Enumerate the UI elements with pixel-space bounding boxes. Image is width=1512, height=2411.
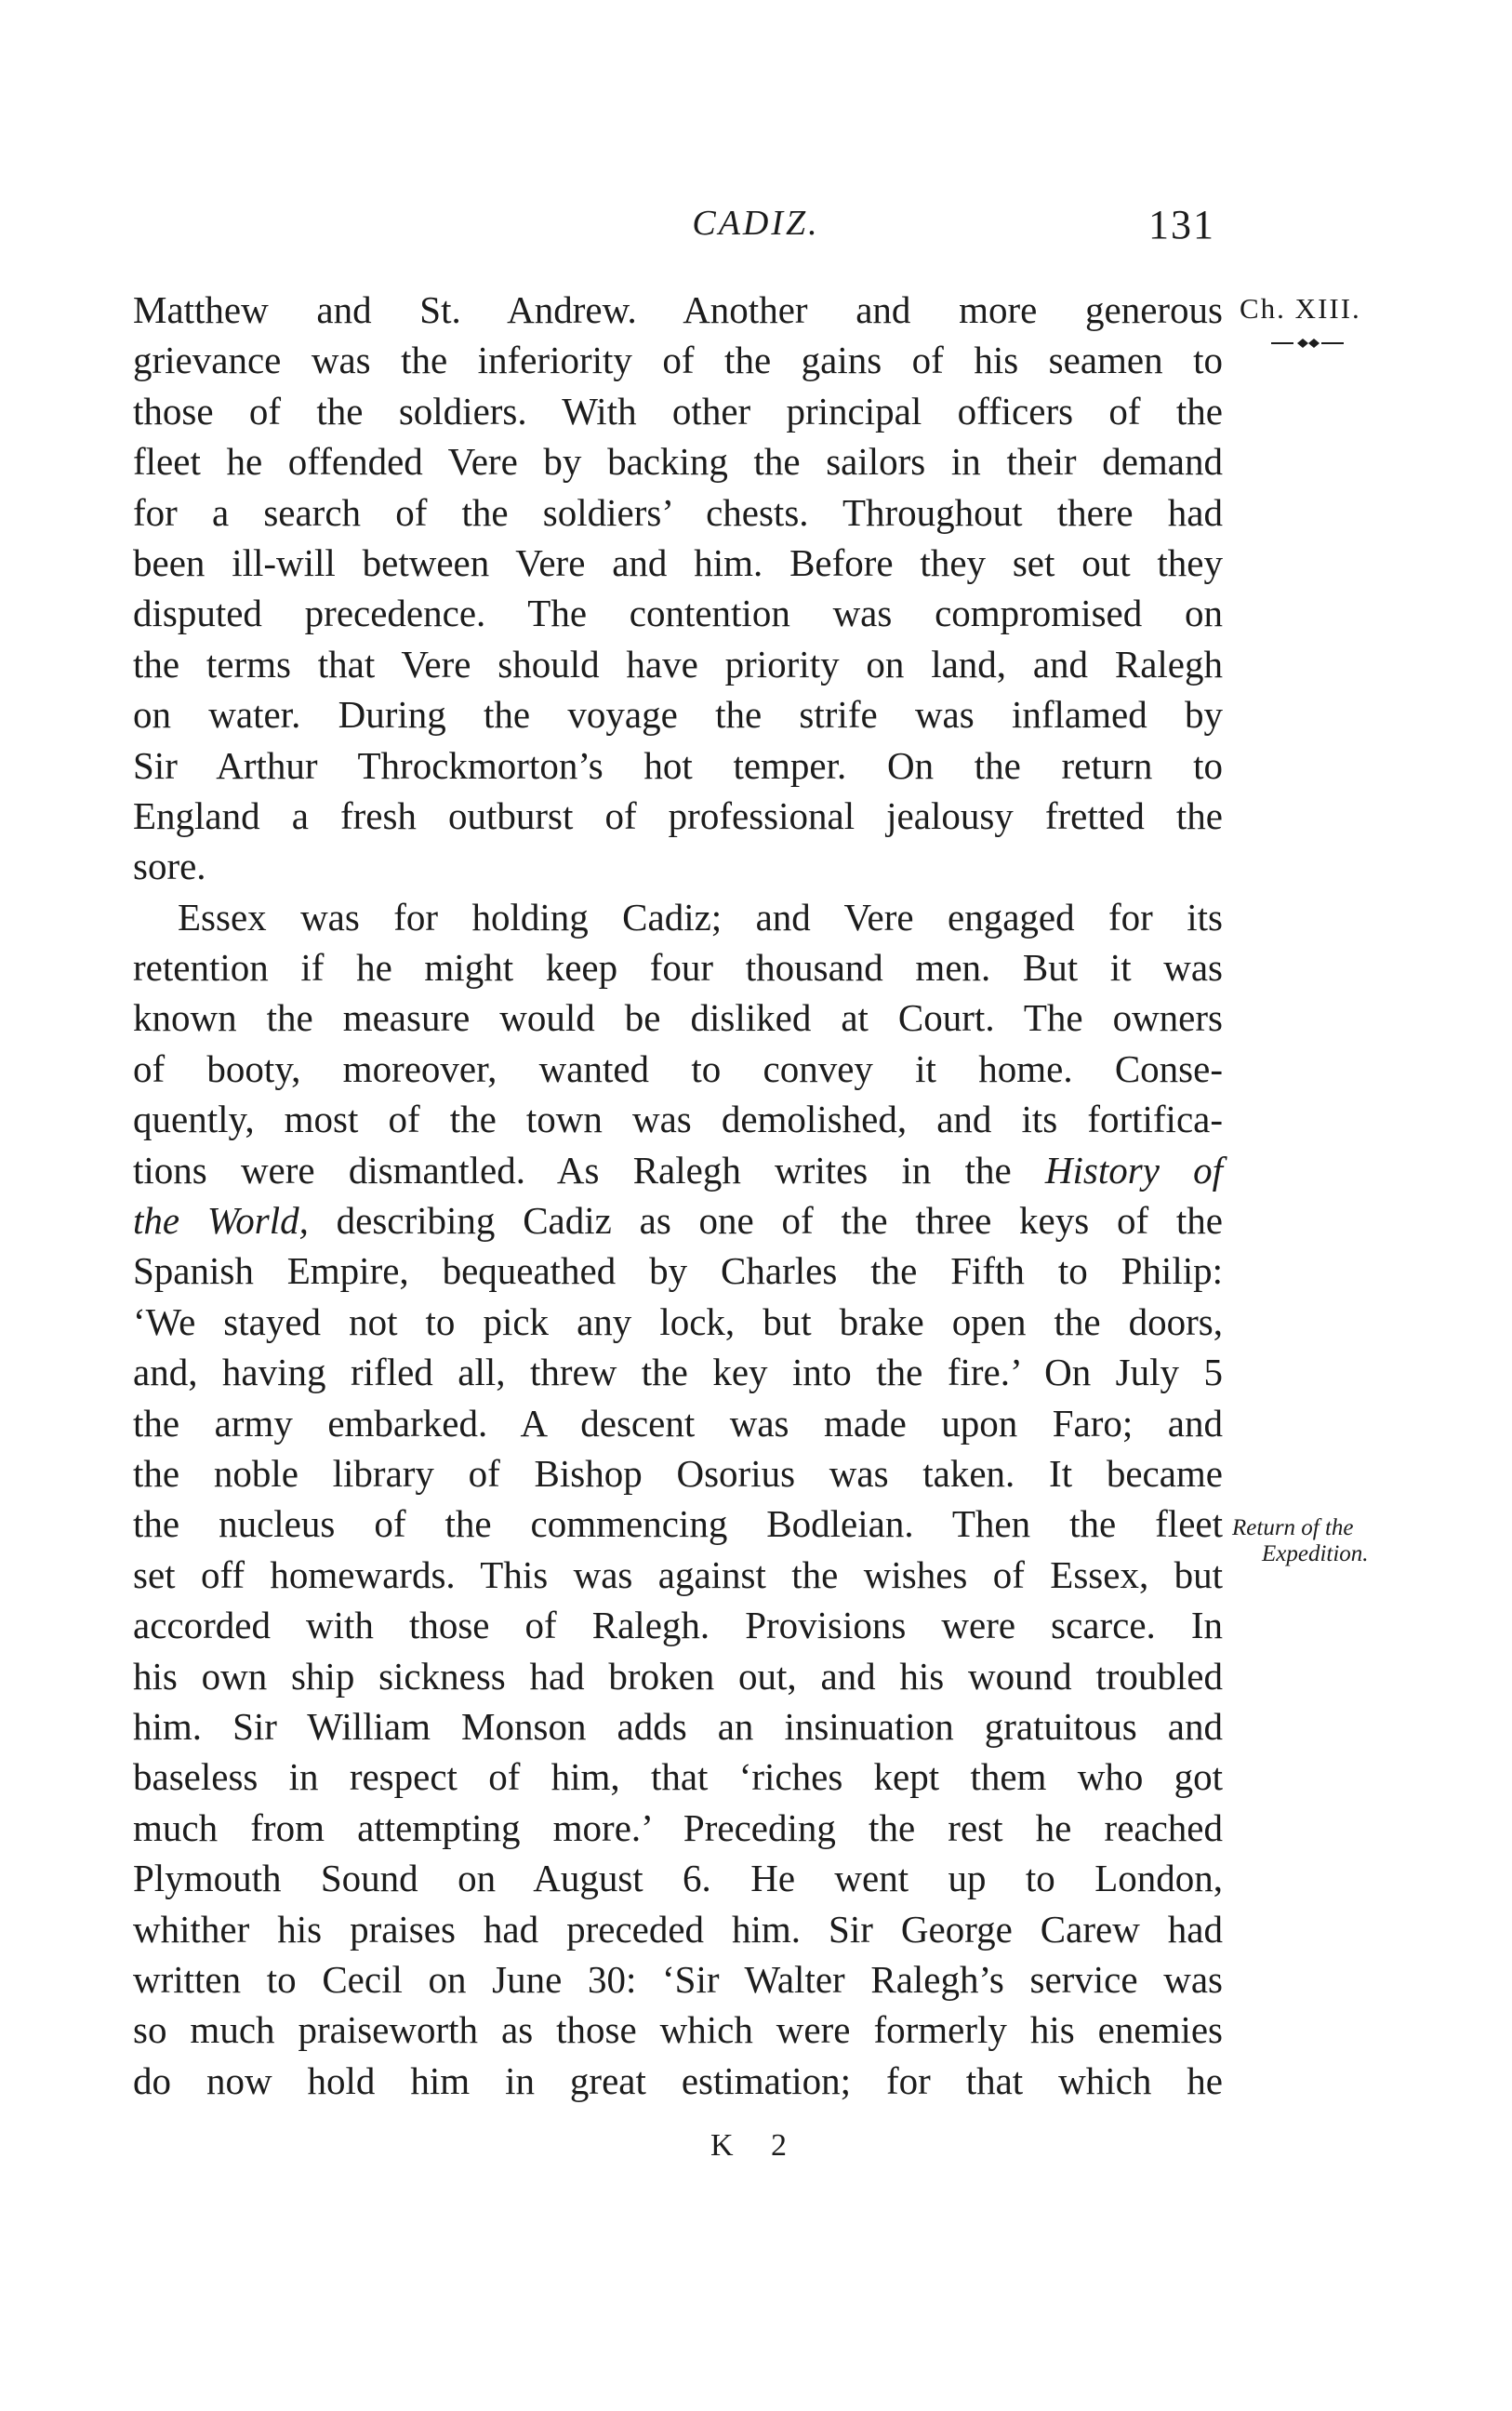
text-line: the terms that Vere should have priority on land, and Ralegh bbox=[133, 642, 1223, 686]
text-line: whither his praises had preceded him. Sir George Carew had bbox=[133, 1907, 1223, 1951]
text-line: on water. During the voyage the strife was inflamed by bbox=[133, 693, 1223, 737]
text-line: Sir Arthur Throckmorton’s hot temper. On the return to bbox=[133, 743, 1223, 787]
text-line: the nucleus of the commencing Bodleian. Then the fleet bbox=[133, 1502, 1223, 1546]
text-line: disputed precedence. The contention was compromised on bbox=[133, 592, 1223, 635]
text-line: Essex was for holding Cadiz; and Vere engaged for its bbox=[178, 895, 1223, 939]
text-line: retention if he might keep four thousand men. But it was bbox=[133, 946, 1223, 990]
book-title-italic: the World, bbox=[133, 1199, 309, 1243]
marginal-note bbox=[1232, 1515, 1409, 1567]
text-line: Matthew and St. Andrew. Another and more generous bbox=[133, 288, 1223, 331]
text-segment: tions were dismantled. As Ralegh writes in the bbox=[133, 1148, 1012, 1192]
text-line bbox=[133, 1145, 1223, 1195]
text-line: written to Cecil on June 30: ‘Sir Walter Ralegh’s service was bbox=[133, 1957, 1223, 2001]
text-line: him. Sir William Monson adds an insinuation gratuitous and bbox=[133, 1704, 1223, 1748]
text-line: known the measure would be disliked at Court. The owners bbox=[133, 996, 1223, 1040]
text-line: his own ship sickness had broken out, and his wound troubled bbox=[133, 1654, 1223, 1698]
text-line: quently, most of the town was demolished, and its fortifica- bbox=[133, 1098, 1223, 1141]
text-line: England a fresh outburst of professional jealousy fretted the bbox=[133, 793, 1223, 837]
text-line: Plymouth Sound on August 6. He went up to London, bbox=[133, 1857, 1223, 1900]
text-line: fleet he offended Vere by backing the sailors in their demand bbox=[133, 440, 1223, 484]
text-line: grievance was the inferiority of the gains of his seamen to bbox=[133, 339, 1223, 382]
text-line: been ill-will between Vere and him. Before they set out they bbox=[133, 540, 1223, 584]
running-head bbox=[0, 197, 1512, 253]
running-title: CADIZ. bbox=[692, 204, 820, 243]
text-line: do now hold him in great estimation; for that which he bbox=[133, 2058, 1223, 2102]
text-line: for a search of the soldiers’ chests. Throughout there had bbox=[133, 490, 1223, 534]
text-line: much from attempting more.’ Preceding the rest he reached bbox=[133, 1805, 1223, 1849]
text-line: and, having rifled all, threw the key into the fire.’ On July 5 bbox=[133, 1351, 1223, 1394]
text-line: baseless in respect of him, that ‘riches kept them who got bbox=[133, 1755, 1223, 1799]
text-segment: describing Cadiz as one of the three keys of the bbox=[336, 1199, 1223, 1243]
marginal-note-line: Expedition. bbox=[1262, 1541, 1369, 1566]
text-line: Spanish Empire, bequeathed by Charles the Fifth to Philip: bbox=[133, 1249, 1223, 1293]
ornament-icon bbox=[1271, 335, 1344, 352]
chapter-marginal-label: Ch. XIII. bbox=[1240, 292, 1361, 325]
page-number: 131 bbox=[1148, 202, 1215, 247]
body-text bbox=[133, 285, 1223, 2106]
text-line: the noble library of Bishop Osorius was taken. It became bbox=[133, 1451, 1223, 1495]
marginal-note-line: Return of the bbox=[1232, 1515, 1354, 1540]
book-title-italic: History of bbox=[1044, 1148, 1223, 1192]
text-line: ‘We stayed not to pick any lock, but brake open the doors, bbox=[133, 1299, 1223, 1343]
text-line: those of the soldiers. With other principal officers of the bbox=[133, 389, 1223, 433]
text-line: set off homewards. This was against the wishes of Essex, but bbox=[133, 1552, 1223, 1596]
text-line bbox=[133, 1195, 1223, 1245]
text-line: so much praiseworth as those which were formerly his enemies bbox=[133, 2008, 1223, 2052]
text-line: sore. bbox=[133, 845, 206, 888]
text-line: accorded with those of Ralegh. Provisions were scarce. In bbox=[133, 1604, 1223, 1647]
text-line: the army embarked. A descent was made upon Faro; and bbox=[133, 1401, 1223, 1445]
signature-mark: K 2 bbox=[710, 2128, 802, 2163]
text-line: of booty, moreover, wanted to convey it home. Conse- bbox=[133, 1046, 1223, 1090]
